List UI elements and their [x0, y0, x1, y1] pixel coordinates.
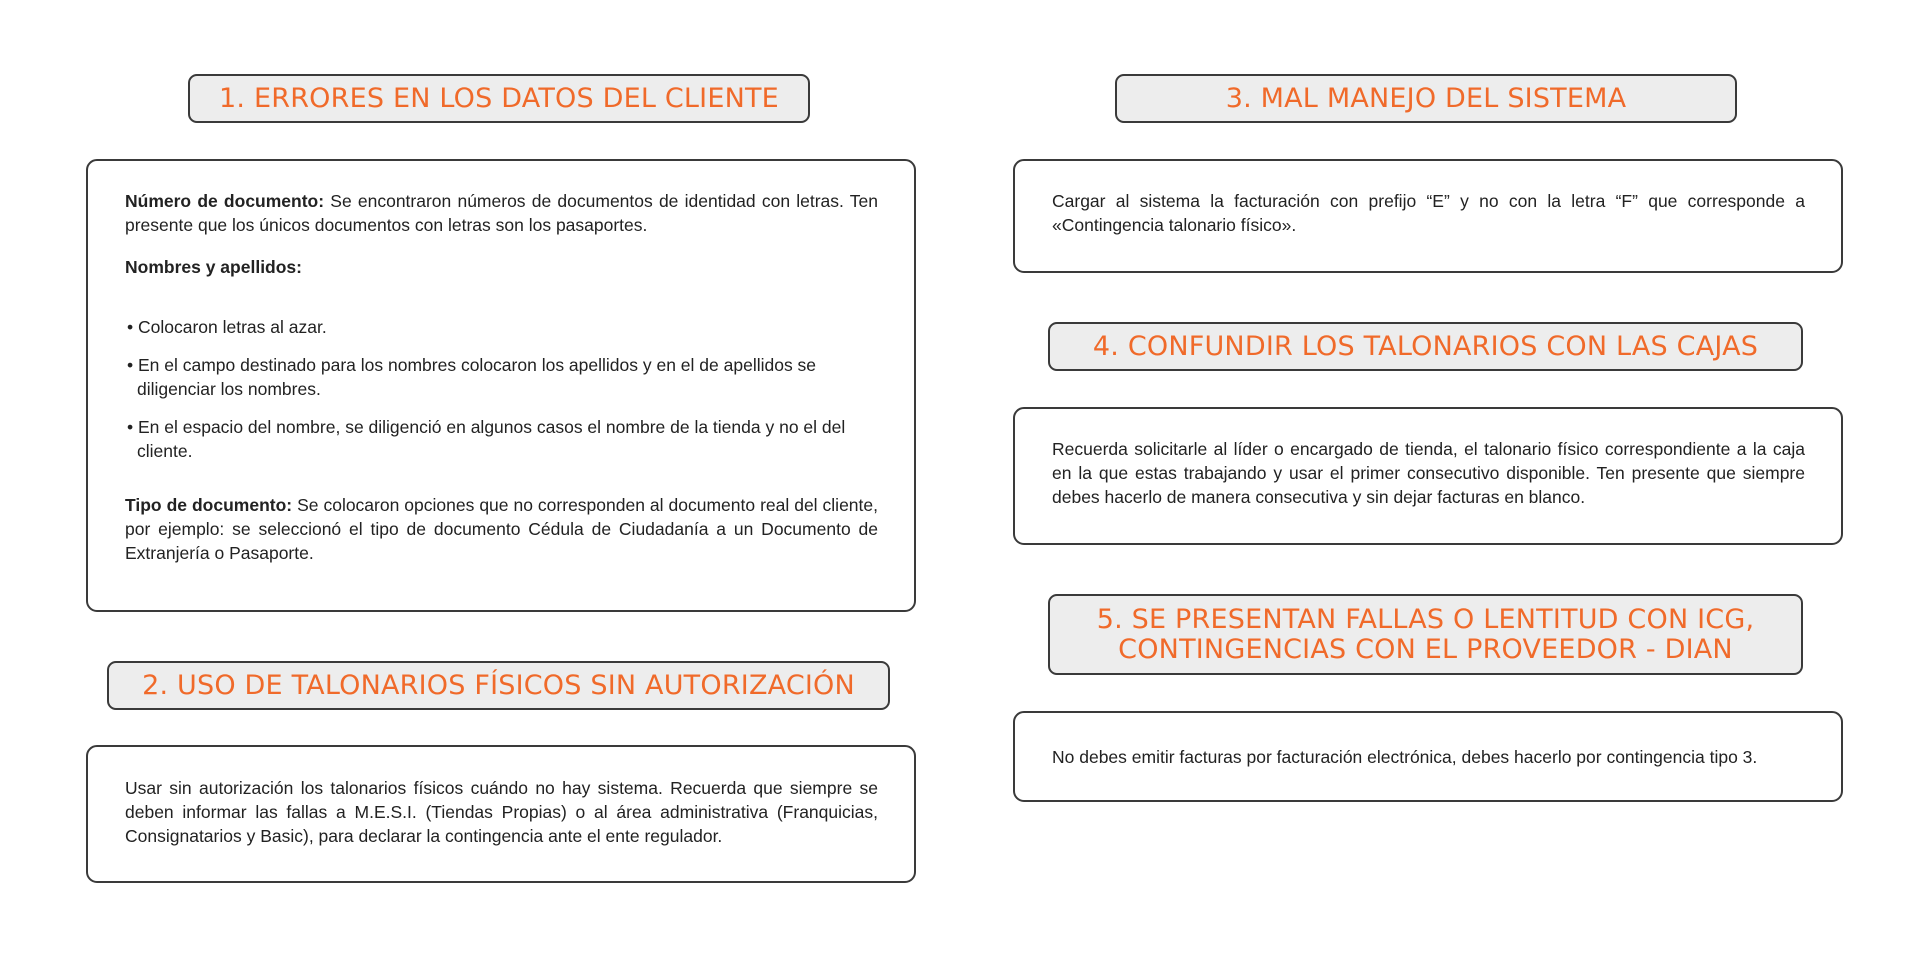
doc-type-text: Se colocaron opciones que no corresponden al documento real del cliente, por ejemplo: se seleccionó el tipo de documento Cédula de Ciudadanía a un Documento de Extranjería o Pasaporte. — [125, 495, 878, 563]
section-1-title-text: 1. ERRORES EN LOS DATOS DEL CLIENTE — [219, 82, 779, 114]
list-item: • En el espacio del nombre, se diligenció en algunos casos el nombre de la tienda y no el del cliente. — [127, 417, 846, 461]
doc-type-paragraph — [125, 493, 878, 565]
section-2-title — [107, 661, 890, 710]
section-5-title-line-2: CONTINGENCIAS CON EL PROVEEDOR - DIAN — [1118, 633, 1733, 665]
section-2-title-text: 2. USO DE TALONARIOS FÍSICOS SIN AUTORIZACIÓN — [142, 669, 855, 701]
section-3-title — [1115, 74, 1737, 123]
list-item: • Colocaron letras al azar. — [127, 317, 327, 337]
doc-number-label: Número de documento: — [125, 191, 325, 211]
section-5-title-line-1: 5. SE PRESENTAN FALLAS O LENTITUD CON ICG, — [1096, 603, 1755, 635]
section-4-title-text: 4. CONFUNDIR LOS TALONARIOS CON LAS CAJAS — [1092, 330, 1759, 362]
section-4-text: Recuerda solicitarle al líder o encargado de tienda, el talonario físico correspondiente a la caja en la que estas trabajando y usar el primer consecutivo disponible. Ten presente que siempre debes hacerlo de manera consecutiva y sin dejar facturas en blanco. — [1052, 439, 1805, 507]
section-5-text: No debes emitir facturas por facturación electrónica, debes hacerlo por contingencia tipo 3. — [1052, 746, 1758, 767]
section-1-title — [188, 74, 810, 123]
doc-number-paragraph — [125, 189, 878, 237]
names-error-list — [125, 315, 878, 463]
doc-number-text: Se encontraron números de documentos de identidad con letras. Ten presente que los únicos documentos con letras son los pasaportes. — [125, 191, 879, 235]
section-5-box — [1013, 711, 1843, 802]
section-3-text: Cargar al sistema la facturación con prefijo “E” y no con la letra “F” que corresponde a «Contingencia talonario físico». — [1052, 191, 1805, 235]
section-5-title — [1048, 594, 1803, 675]
names-label-paragraph — [125, 255, 878, 279]
section-2-box — [86, 745, 916, 883]
section-3-box — [1013, 159, 1843, 273]
section-1-box — [86, 159, 916, 612]
section-4-box — [1013, 407, 1843, 545]
section-3-title-text: 3. MAL MANEJO DEL SISTEMA — [1225, 82, 1627, 114]
section-4-title — [1048, 322, 1803, 371]
doc-type-label: Tipo de documento: — [125, 495, 293, 515]
section-2-text: Usar sin autorización los talonarios físicos cuándo no hay sistema. Recuerda que siempre se deben informar las fallas a M.E.S.I. (Tiendas Propias) o al área administrativa (Franquicias, Consignatarios y Basic), para declarar la contingencia ante el ente regulador. — [125, 778, 878, 846]
names-label: Nombres y apellidos: — [125, 257, 302, 277]
list-item: • En el campo destinado para los nombres colocaron los apellidos y en el de apellidos se diligenciar los nombres. — [127, 355, 817, 399]
